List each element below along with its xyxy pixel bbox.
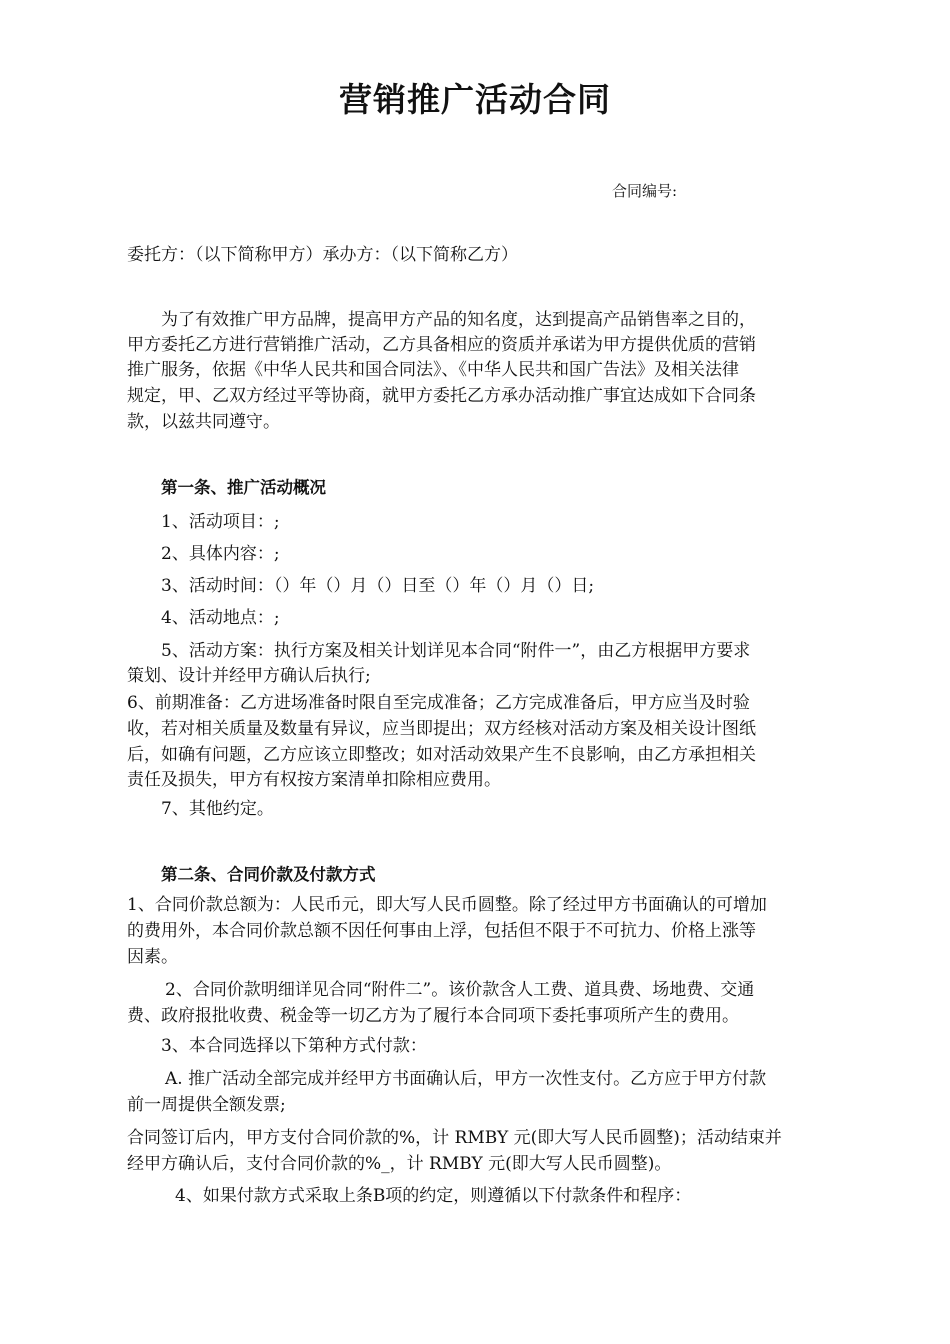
preamble-line: 甲方委托乙方进行营销推广活动，乙方具备相应的资质并承诺为甲方提供优质的营销 <box>127 335 756 355</box>
article2-item1-line: 1、合同价款总额为：人民币元，即大写人民币圆整。除了经过甲方书面确认的可增加 <box>127 895 767 915</box>
article1-item5-line: 5、活动方案：执行方案及相关计划详见本合同“附件一”，由乙方根据甲方要求 <box>161 641 751 661</box>
article1-item: 4、活动地点：; <box>161 608 280 628</box>
article2-item3: 3、本合同选择以下第种方式付款： <box>161 1036 427 1056</box>
contract-number-label: 合同编号: <box>612 182 678 200</box>
article2-optionB-line: 合同签订后内，甲方支付合同价款的%，计 RMBY 元(即大写人民币圆整)；活动结束并 <box>127 1128 782 1148</box>
article1-item6-line: 后，如确有问题，乙方应该立即整改；如对活动效果产生不良影响，由乙方承担相关 <box>127 745 756 765</box>
article2-optionA-line: A. 推广活动全部完成并经甲方书面确认后，甲方一次性支付。乙方应于甲方付款 <box>165 1069 767 1089</box>
article1-item6-line: 责任及损失，甲方有权按方案清单扣除相应费用。 <box>127 770 501 790</box>
article2-item1-line: 的费用外，本合同价款总额不因任何事由上浮，包括但不限于不可抗力、价格上涨等 <box>127 921 756 941</box>
article1-heading: 第一条、推广活动概况 <box>161 478 326 497</box>
preamble-line: 推广服务，依据《中华人民共和国合同法》、《中华人民共和国广告法》及相关法律 <box>127 360 739 380</box>
article1-item6-line: 收，若对相关质量及数量有异议，应当即提出；双方经核对活动方案及相关设计图纸 <box>127 719 756 739</box>
article1-item: 2、具体内容：; <box>161 544 280 564</box>
document-title: 营销推广活动合同 <box>339 80 611 119</box>
article1-item5-line: 策划、设计并经甲方确认后执行; <box>127 666 371 686</box>
article2-item2-line: 费、政府报批收费、税金等一切乙方为了履行本合同项下委托事项所产生的费用。 <box>127 1006 739 1026</box>
article1-item7: 7、其他约定。 <box>161 799 274 819</box>
article1-item6-line: 6、前期准备：乙方进场准备时限自至完成准备；乙方完成准备后，甲方应当及时验 <box>127 693 750 713</box>
article2-item2-line: 2、合同价款明细详见合同“附件二”。该价款含人工费、道具费、场地费、交通 <box>165 980 755 1000</box>
article2-item4: 4、如果付款方式采取上条B项的约定，则遵循以下付款条件和程序： <box>175 1186 692 1206</box>
article1-item: 1、活动项目：; <box>161 512 280 532</box>
article2-optionB-line: 经甲方确认后，支付合同价款的%_，计 RMBY 元(即大写人民币圆整)。 <box>127 1154 672 1174</box>
article2-item1-line: 因素。 <box>127 947 178 967</box>
article2-optionA-line: 前一周提供全额发票; <box>127 1095 286 1115</box>
article1-item: 3、活动时间：（）年（）月（）日至（）年（）月（）日; <box>161 576 595 596</box>
preamble-line: 为了有效推广甲方品牌，提高甲方产品的知名度，达到提高产品销售率之目的， <box>161 310 756 330</box>
preamble-line: 规定，甲、乙双方经过平等协商，就甲方委托乙方承办活动推广事宜达成如下合同条 <box>127 386 756 406</box>
article2-heading: 第二条、合同价款及付款方式 <box>161 865 376 884</box>
parties-line: 委托方：（以下简称甲方）承办方：（以下简称乙方） <box>127 245 518 265</box>
preamble-line: 款，以兹共同遵守。 <box>127 412 280 432</box>
